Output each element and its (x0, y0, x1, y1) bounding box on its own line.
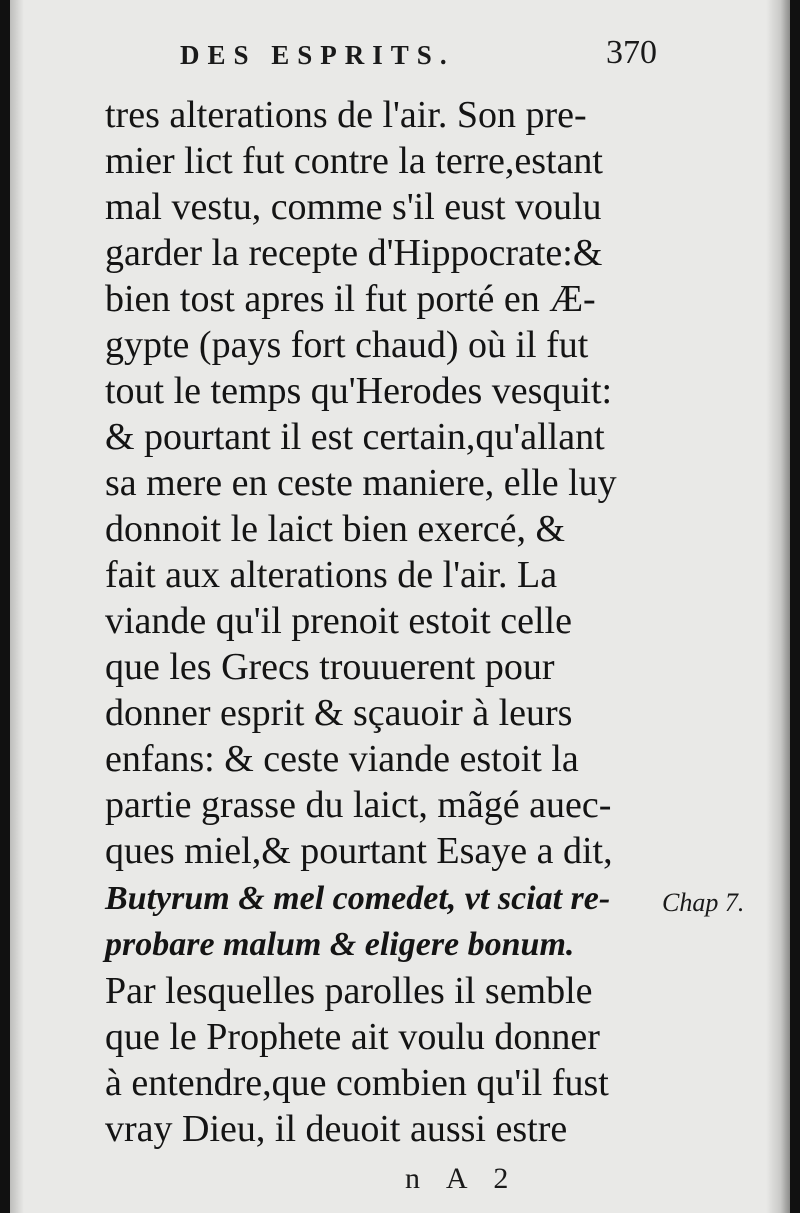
text-line: garder la recepte d'Hippocrate:& (105, 232, 603, 274)
book-page (10, 0, 790, 1213)
text-line: viande qu'il prenoit estoit celle (105, 600, 572, 642)
text-line: enfans: & ceste viande estoit la (105, 738, 579, 780)
marginal-note: Chap 7. (662, 888, 745, 917)
running-title: DES ESPRITS. (180, 40, 455, 70)
text-line: que le Prophete ait voulu donner (105, 1016, 600, 1058)
text-line: tout le temps qu'Herodes vesquit: (105, 370, 613, 412)
page-gutter-shadow (10, 0, 24, 1213)
text-line-italic: probare malum & eligere bonum. (105, 926, 575, 963)
text-line: sa mere en ceste maniere, elle luy (105, 462, 617, 504)
text-line: mier lict fut contre la terre,estant (105, 140, 603, 182)
text-line: que les Grecs trouuerent pour (105, 646, 555, 688)
page-number: 370 (606, 34, 657, 71)
text-line: fait aux alterations de l'air. La (105, 554, 558, 596)
text-line: gypte (pays fort chaud) où il fut (105, 324, 589, 366)
page-edge-shadow (766, 0, 790, 1213)
signature-mark: n A 2 (405, 1162, 519, 1195)
text-line: à entendre,que combien qu'il fust (105, 1062, 609, 1104)
text-line: bien tost apres il fut porté en Æ- (105, 278, 596, 320)
text-line: Par lesquelles parolles il semble (105, 970, 593, 1012)
text-line: partie grasse du laict, mãgé auec- (105, 784, 612, 826)
text-line: donner esprit & sçauoir à leurs (105, 692, 573, 734)
text-line: vray Dieu, il deuoit aussi estre (105, 1108, 568, 1150)
text-line: ques miel,& pourtant Esaye a dit, (105, 830, 613, 872)
text-line: donnoit le laict bien exercé, & (105, 508, 566, 550)
text-line: tres alterations de l'air. Son pre- (105, 94, 587, 136)
text-line: & pourtant il est certain,qu'allant (105, 416, 605, 458)
text-line: mal vestu, comme s'il eust voulu (105, 186, 602, 228)
text-line-italic: Butyrum & mel comedet, vt sciat re- (105, 880, 611, 917)
